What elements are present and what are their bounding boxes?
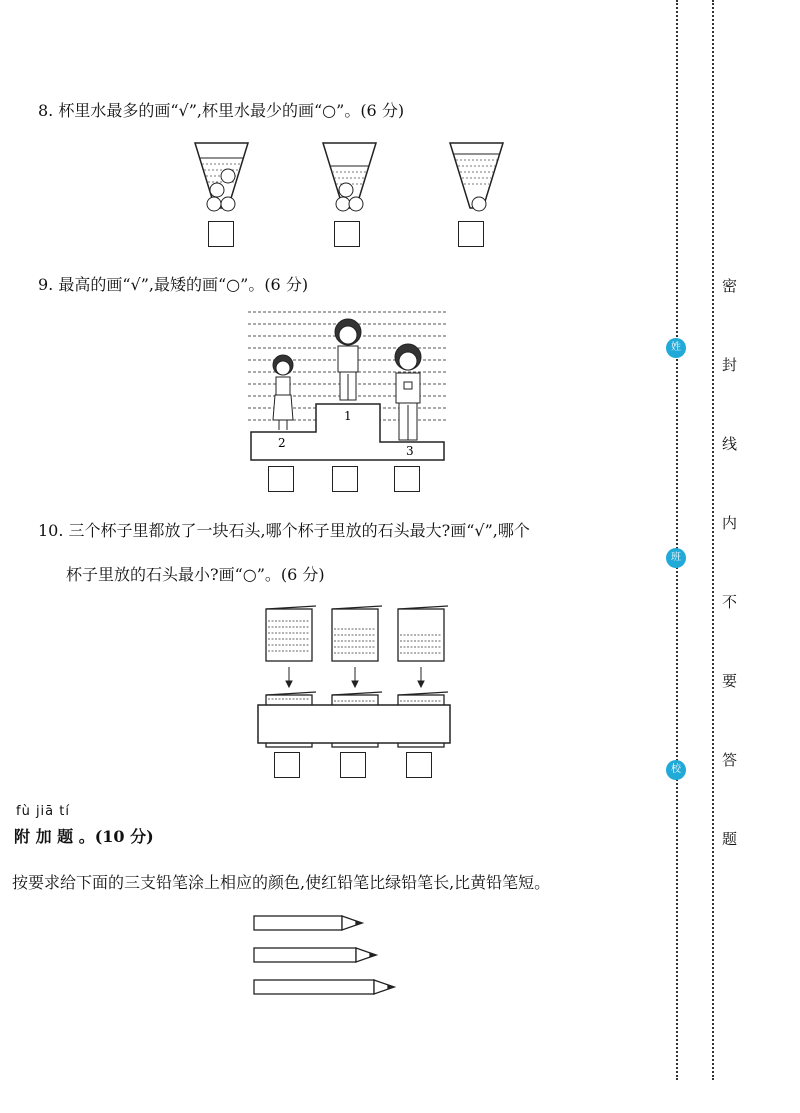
seal-line-right <box>712 0 714 1080</box>
child-left <box>273 355 293 430</box>
seal-char-7: 答 <box>722 751 738 769</box>
podium-label-1: 1 <box>344 409 352 423</box>
question-8: 8. 杯里水最多的画“√”,杯里水最少的画“○”。(6 分) <box>38 101 405 120</box>
cup-1 <box>195 143 248 211</box>
seal-char-2: 封 <box>722 356 738 374</box>
seal-char-5: 不 <box>722 593 738 611</box>
cups-figure-q8 <box>190 138 510 218</box>
seal-badge-1: 姓 <box>666 338 686 358</box>
answer-box-q8-2[interactable] <box>334 221 360 247</box>
bonus-pinyin: fù jiā tí <box>16 804 70 819</box>
seal-char-8: 题 <box>722 830 738 848</box>
seal-char-6: 要 <box>722 672 738 690</box>
seal-badge-3: 校 <box>666 760 686 780</box>
bonus-title: 附 加 题 。(10 分) <box>14 827 154 846</box>
pencils-figure <box>252 910 402 1000</box>
pencil-2 <box>254 948 376 962</box>
answer-box-q9-3[interactable] <box>394 466 420 492</box>
seal-char-3: 线 <box>722 435 738 453</box>
answer-box-q10-2[interactable] <box>340 752 366 778</box>
answer-box-q8-3[interactable] <box>458 221 484 247</box>
question-10-line-1: 10. 三个杯子里都放了一块石头,哪个杯子里放的石头最大?画“√”,哪个 <box>38 521 530 540</box>
answer-box-q9-2[interactable] <box>332 466 358 492</box>
podium-label-2: 2 <box>278 436 286 450</box>
child-middle <box>335 319 361 400</box>
podium-label-3: 3 <box>406 444 414 458</box>
seal-char-1: 密 <box>722 277 738 295</box>
question-10-line-2: 杯子里放的石头最小?画“○”。(6 分) <box>66 565 325 584</box>
podium-figure-q9 <box>248 302 448 462</box>
bonus-instruction: 按要求给下面的三支铅笔涂上相应的颜色,使红铅笔比绿铅笔长,比黄铅笔短。 <box>12 873 551 892</box>
cup-2 <box>323 143 376 211</box>
answer-box-q10-3[interactable] <box>406 752 432 778</box>
cup-3 <box>450 143 503 211</box>
seal-badge-2: 班 <box>666 548 686 568</box>
beakers-figure-q10 <box>256 605 452 755</box>
seal-char-4: 内 <box>722 514 738 532</box>
answer-box-q8-1[interactable] <box>208 221 234 247</box>
question-9: 9. 最高的画“√”,最矮的画“○”。(6 分) <box>38 275 309 294</box>
pencil-3 <box>254 980 394 994</box>
seal-line-left <box>676 0 678 1080</box>
child-right <box>395 344 421 440</box>
answer-box-q10-1[interactable] <box>274 752 300 778</box>
answer-box-q9-1[interactable] <box>268 466 294 492</box>
pencil-1 <box>254 916 362 930</box>
